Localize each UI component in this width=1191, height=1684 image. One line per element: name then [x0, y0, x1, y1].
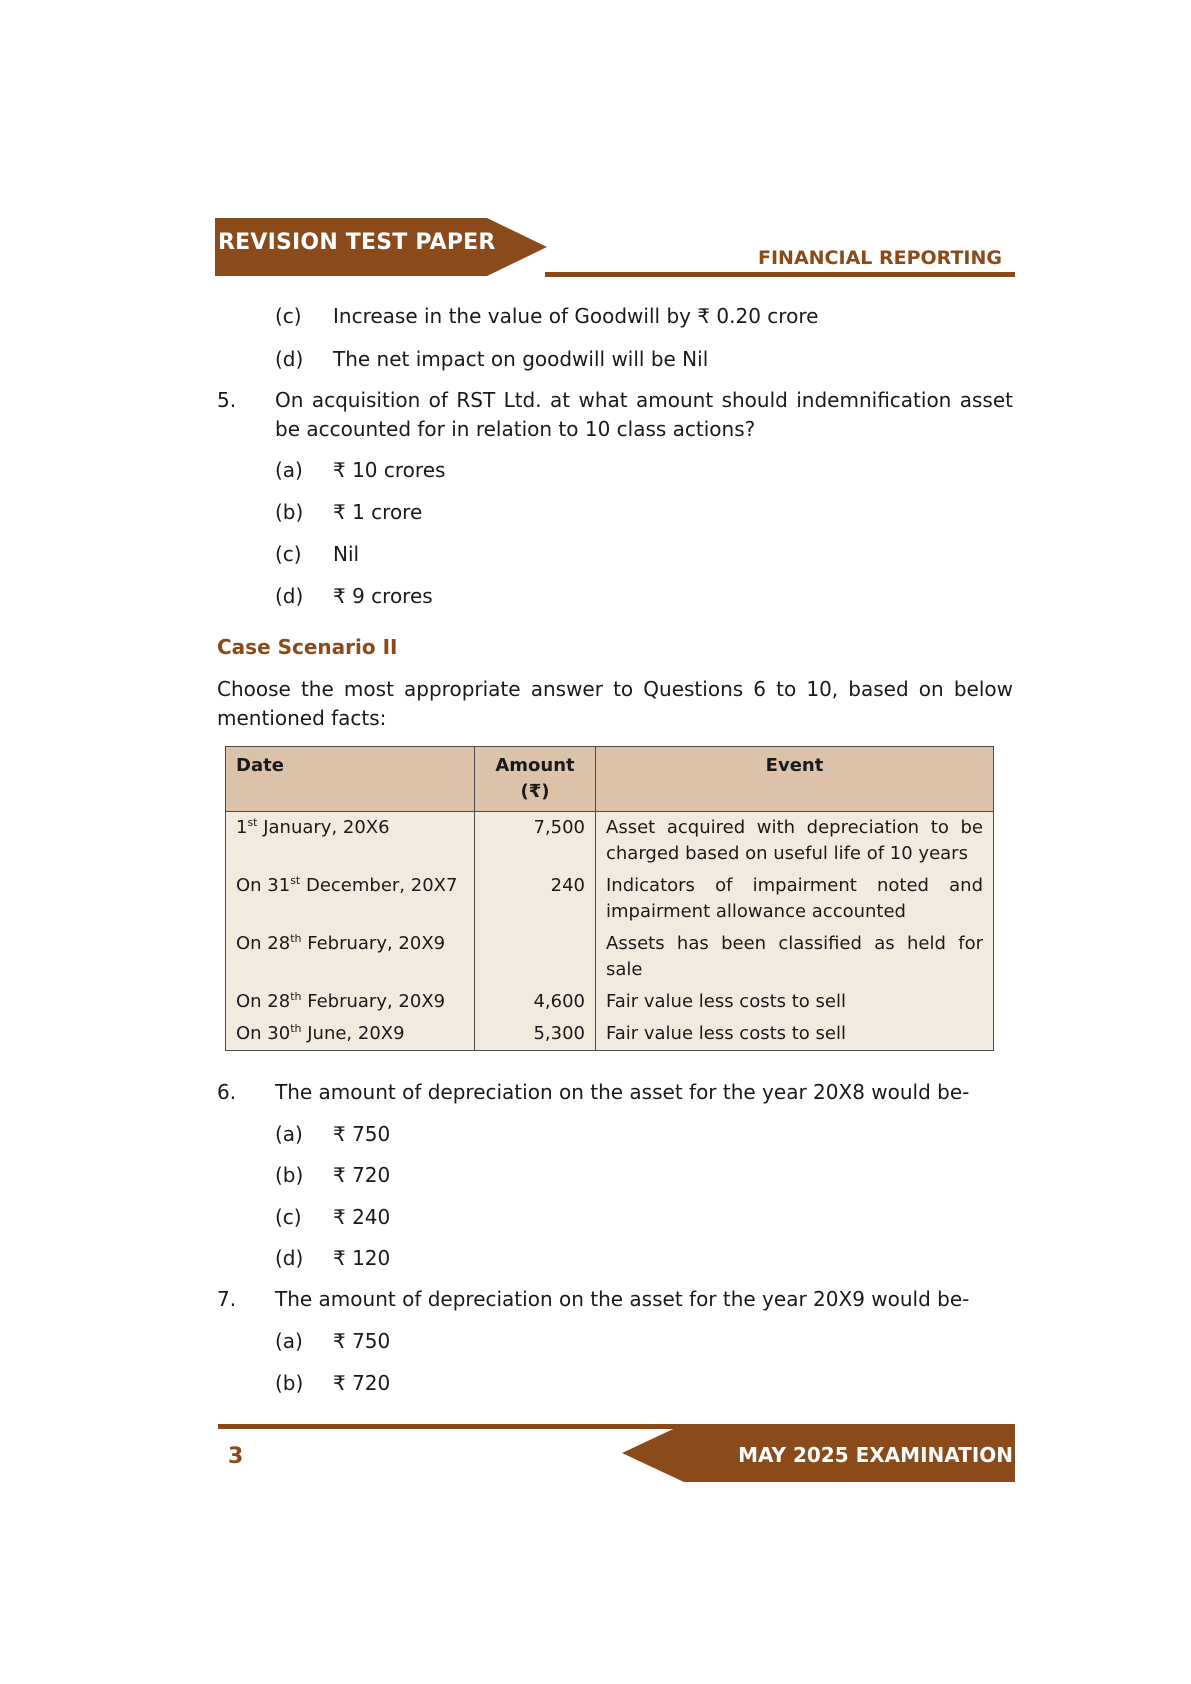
- cell-event: Fair value less costs to sell: [596, 1018, 994, 1051]
- q6-option-label: (b): [275, 1163, 304, 1187]
- table-row: [226, 870, 994, 928]
- q7-option-label: (a): [275, 1329, 303, 1353]
- cell-date: On 28th February, 20X9: [226, 986, 475, 1018]
- q6-option-text: ₹ 120: [333, 1246, 391, 1270]
- q7-option-text: ₹ 720: [333, 1371, 391, 1395]
- header-left-title: REVISION TEST PAPER: [218, 230, 496, 255]
- q6-number: 6.: [217, 1080, 237, 1104]
- q5-option-text: ₹ 10 crores: [333, 458, 446, 482]
- cell-amount: 240: [475, 870, 596, 928]
- cell-event: Asset acquired with depreciation to be charged based on useful life of 10 years: [596, 812, 994, 871]
- q5-option-label: (b): [275, 500, 304, 524]
- cell-amount: 7,500: [475, 812, 596, 871]
- q5-option-label: (a): [275, 458, 303, 482]
- q7-option-label: (b): [275, 1371, 304, 1395]
- cell-event: Assets has been classified as held for sale: [596, 928, 994, 986]
- footer-rule: [218, 1424, 688, 1429]
- q5-number: 5.: [217, 388, 237, 412]
- page-number: 3: [228, 1444, 244, 1469]
- q6-text: The amount of depreciation on the asset for the year 20X8 would be-: [275, 1080, 970, 1104]
- table-row: [226, 812, 994, 871]
- q5-option-text: Nil: [333, 542, 360, 566]
- q5-option-label: (d): [275, 584, 304, 608]
- q5-text: On acquisition of RST Ltd. at what amount should indemnification asset be accounted for in relation to 10 class actions?: [275, 388, 1013, 441]
- q6-option-text: ₹ 720: [333, 1163, 391, 1187]
- header-event: Event: [596, 747, 994, 812]
- cell-date: 1st January, 20X6: [226, 812, 475, 871]
- table-row: [226, 1018, 994, 1051]
- header-date: Date: [226, 747, 475, 812]
- q4-option-text: The net impact on goodwill will be Nil: [333, 347, 709, 371]
- q5-option-text: ₹ 1 crore: [333, 500, 423, 524]
- cell-amount: 4,600: [475, 986, 596, 1018]
- table-row: [226, 928, 994, 986]
- q7-option-text: ₹ 750: [333, 1329, 391, 1353]
- header-amount: Amount (₹): [475, 747, 596, 812]
- table-header-row: [226, 747, 994, 812]
- q5-option-label: (c): [275, 542, 302, 566]
- header-rule: [545, 272, 1015, 277]
- facts-table: [225, 746, 994, 1051]
- cell-date: On 28th February, 20X9: [226, 928, 475, 986]
- header-right-title: FINANCIAL REPORTING: [758, 247, 1002, 269]
- q5-option-text: ₹ 9 crores: [333, 584, 433, 608]
- cell-event: Indicators of impairment noted and impairment allowance accounted: [596, 870, 994, 928]
- q6-option-label: (c): [275, 1205, 302, 1229]
- cell-event: Fair value less costs to sell: [596, 986, 994, 1018]
- case-scenario-title: Case Scenario II: [217, 635, 398, 659]
- cell-date: On 31st December, 20X7: [226, 870, 475, 928]
- cell-date: On 30th June, 20X9: [226, 1018, 475, 1051]
- cell-amount: [475, 928, 596, 986]
- q6-option-label: (d): [275, 1246, 304, 1270]
- q6-option-text: ₹ 240: [333, 1205, 391, 1229]
- table-row: [226, 986, 994, 1018]
- q4-option-text: Increase in the value of Goodwill by ₹ 0.20 crore: [333, 304, 819, 328]
- cell-amount: 5,300: [475, 1018, 596, 1051]
- case-intro: Choose the most appropriate answer to Questions 6 to 10, based on below mentioned facts:: [217, 677, 1013, 730]
- footer-exam-title: MAY 2025 EXAMINATION: [738, 1443, 1013, 1467]
- q6-option-label: (a): [275, 1122, 303, 1146]
- q7-number: 7.: [217, 1287, 237, 1311]
- q6-option-text: ₹ 750: [333, 1122, 391, 1146]
- q4-option-label: (c): [275, 304, 302, 328]
- q7-text: The amount of depreciation on the asset for the year 20X9 would be-: [275, 1287, 970, 1311]
- q4-option-label: (d): [275, 347, 304, 371]
